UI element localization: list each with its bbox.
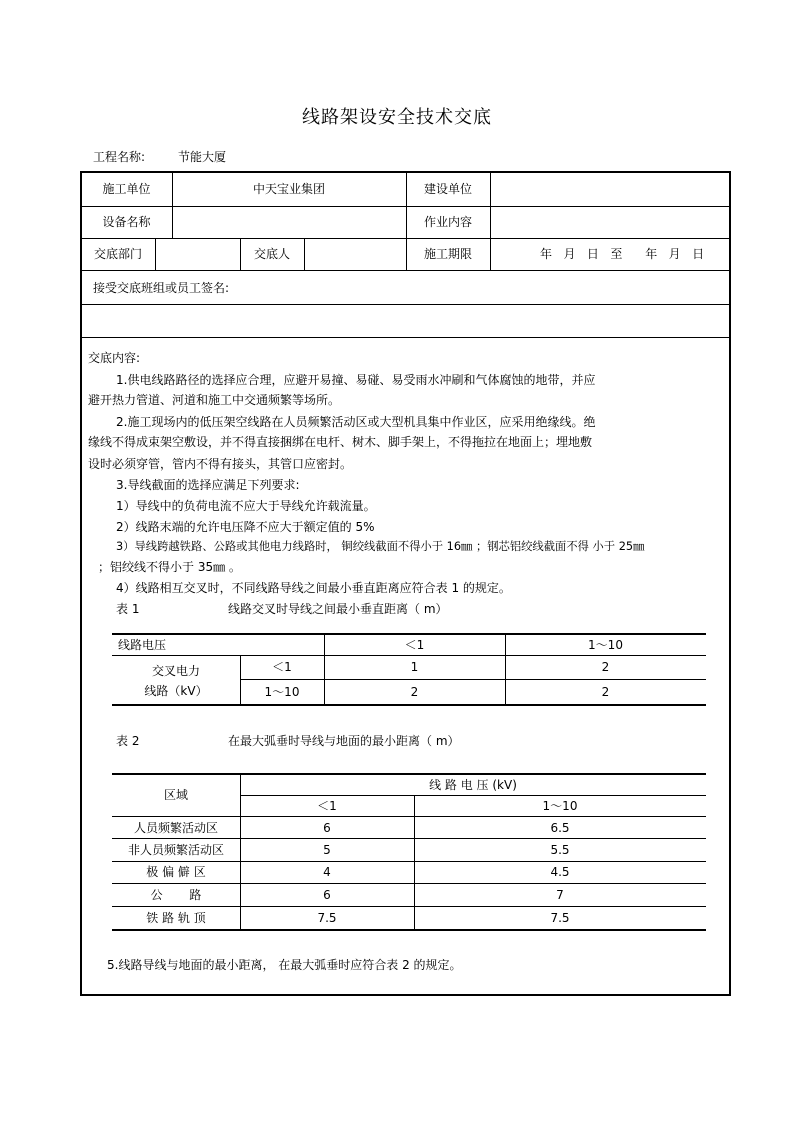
table1-cell: 1 — [410, 660, 419, 674]
equipment-name-field[interactable] — [174, 215, 404, 229]
period-label: 施工期限 — [423, 247, 472, 261]
table2-border — [112, 816, 706, 817]
period-value: 年 月 日 至 年 月 日 — [540, 247, 705, 261]
table2-region: 极 偏 僻 区 — [146, 865, 206, 879]
dept-field[interactable] — [157, 247, 238, 261]
content-line: 避开热力管道、河道和施工中交通频繁等场所。 — [88, 393, 341, 407]
table2-cell: 7.5 — [550, 911, 570, 925]
table1-row-group-line2: 线路（kV） — [144, 684, 208, 698]
content-line: ；铝绞线不得小于 35㎜ 。 — [98, 560, 241, 574]
table2-cell: 5.5 — [550, 843, 570, 857]
table2-head-region: 区域 — [163, 788, 188, 802]
grid-line — [80, 337, 731, 338]
table2-border — [112, 906, 706, 907]
table2-border — [112, 773, 706, 775]
table2-cell: 6 — [323, 888, 331, 902]
grid-line — [304, 238, 305, 270]
equipment-name-label: 设备名称 — [102, 215, 151, 229]
project-name-value: 节能大厦 — [178, 150, 227, 164]
table1-row-group-line1: 交叉电力 — [151, 664, 200, 678]
table2-cell: 6.5 — [550, 821, 570, 835]
content-line: 3.导线截面的选择应满足下列要求: — [116, 478, 300, 492]
table1-cell: 2 — [601, 660, 610, 674]
table1-border — [112, 704, 706, 706]
content-line-5: 5.线路导线与地面的最小距离， 在最大弧垂时应符合表 2 的规定。 — [107, 958, 462, 972]
content-line: 2）线路末端的允许电压降不应大于额定值的 5% — [116, 520, 375, 534]
table2-border — [112, 861, 706, 862]
table2-label: 表 2 — [116, 734, 140, 748]
grid-line — [80, 270, 731, 271]
table1-cell: 2 — [601, 685, 610, 699]
table2-border — [240, 795, 706, 796]
content-line: 1.供电线路路径的选择应合理，应避开易撞、易碰、易受雨水冲刷和气体腐蚀的地带，并应 — [116, 373, 596, 387]
table2-region: 非人员频繁活动区 — [127, 843, 224, 857]
dept-label: 交底部门 — [93, 247, 142, 261]
table2-cell: 6 — [323, 821, 331, 835]
table2-cell: 5 — [323, 843, 331, 857]
content-line: 4）线路相互交叉时，不同线路导线之间最小垂直距离应符合表 1 的规定。 — [116, 581, 511, 595]
table2-cell: 4.5 — [550, 865, 570, 879]
table2-region: 公 路 — [150, 888, 202, 902]
content-line: 设时必须穿管，管内不得有接头，其管口应密封。 — [88, 457, 353, 471]
table2-caption: 在最大弧垂时导线与地面的最小距离（ m） — [228, 734, 460, 748]
table2-cell: 7.5 — [317, 911, 337, 925]
table2-subhead-col1: ＜1 — [317, 799, 337, 813]
table1-caption: 线路交叉时导线之间最小垂直距离（ m） — [228, 602, 448, 616]
grid-line — [155, 238, 156, 270]
table2-cell: 7 — [556, 888, 564, 902]
person-label: 交底人 — [253, 247, 290, 261]
table1-head-col1: ＜1 — [404, 638, 425, 652]
project-name-label: 工程名称: — [93, 150, 146, 164]
table2-border — [112, 929, 706, 931]
table2-border — [414, 795, 415, 930]
grid-line — [490, 172, 491, 270]
grid-line — [80, 304, 731, 305]
content-line: 缘线不得成束架空敷设，并不得直接捆绑在电杆、树木、脚手架上，不得拖拉在地面上；埋地敷 — [88, 435, 593, 449]
work-content-label: 作业内容 — [423, 215, 472, 229]
content-heading: 交底内容: — [88, 351, 141, 365]
table1-border — [240, 679, 706, 680]
table1-cell: 2 — [410, 685, 419, 699]
construction-unit-value: 中天宝业集团 — [252, 182, 325, 196]
table2-subhead-col2: 1～10 — [542, 799, 578, 813]
table1-row-sub: 1～10 — [264, 685, 300, 699]
work-content-field[interactable] — [492, 215, 729, 229]
table1-border — [112, 655, 706, 656]
table2-region: 铁 路 轨 顶 — [146, 911, 206, 925]
table2-cell: 4 — [323, 865, 331, 879]
content-line: 1）导线中的负荷电流不应大于导线允许载流量。 — [116, 499, 376, 513]
table1-head-col2: 1～10 — [588, 638, 623, 652]
table2-region: 人员频繁活动区 — [133, 821, 218, 835]
content-line: 3）导线跨越铁路、公路或其他电力线路时， 铜绞线截面不得小于 16㎜ ；钢芯铝绞线截面不得 小于 25㎜ — [116, 540, 645, 553]
build-unit-value-field[interactable] — [492, 182, 729, 196]
construction-unit-label: 施工单位 — [102, 182, 151, 196]
content-line: 2.施工现场内的低压架空线路在人员频繁活动区或大型机具集中作业区，应采用绝缘线。绝 — [116, 415, 596, 429]
signature-field[interactable] — [84, 313, 727, 331]
table2-border — [112, 838, 706, 839]
table1-row-sub: ＜1 — [272, 660, 292, 674]
table2-border — [112, 883, 706, 884]
signature-label: 接受交底班组或员工签名: — [93, 281, 230, 295]
table1-head-voltage: 线路电压 — [118, 638, 167, 652]
table2-head-voltage: 线 路 电 压 (kV) — [429, 778, 517, 792]
person-field[interactable] — [306, 247, 404, 261]
build-unit-label: 建设单位 — [423, 182, 472, 196]
table1-border — [112, 633, 706, 635]
table1-label: 表 1 — [116, 602, 140, 616]
document-title: 线路架设安全技术交底 — [302, 107, 492, 128]
